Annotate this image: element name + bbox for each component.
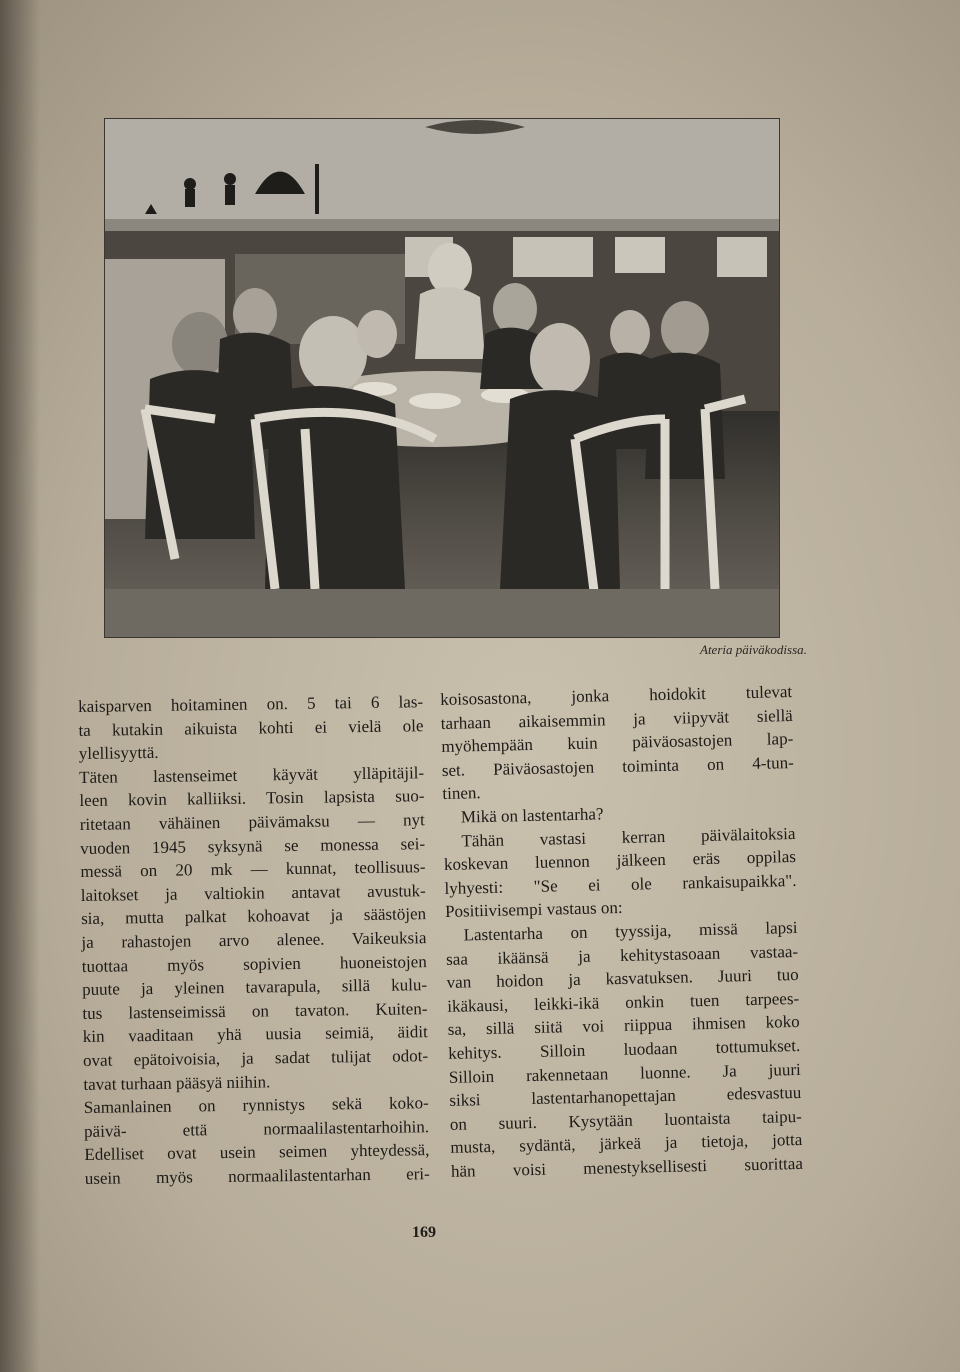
- text-line: päivä- että normaalilastentarhoihin.: [83, 1116, 430, 1141]
- text-line: puute ja yleinen tavarapula, sillä kulu-: [81, 975, 428, 1000]
- text-line: tus lastenseimissä on tavaton. Kuiten-: [82, 998, 428, 1023]
- left-column-text: [78, 690, 430, 1190]
- photo-caption: Ateria päiväkodissa.: [700, 642, 807, 657]
- binding-shadow: [0, 0, 40, 1372]
- text-line: usein myös normaalilastentarhan eri-: [84, 1164, 430, 1188]
- text-line: tarhaan aikaisemmin ja viipyvät siellä: [440, 705, 793, 733]
- text-line: myöhempään kuin päiväosastojen lap-: [441, 729, 794, 757]
- text-line: ta kutakin aikuista kohti ei vielä ole: [78, 715, 424, 740]
- page-number: 169: [412, 1224, 436, 1241]
- text-line: saa ikäänsä ja kehitystasoaan vastaa-: [445, 941, 799, 969]
- text-line: vuoden 1945 syksynä se monessa sei-: [80, 833, 426, 858]
- text-line: laitokset ja valtiokin antavat avustuk-: [80, 880, 426, 905]
- text-line: ritetaan vähäinen päivämaksu — nyt: [79, 810, 425, 834]
- text-line: leen kovin kalliiksi. Tosin lapsista suo-: [79, 786, 425, 811]
- text-line: tinen.: [442, 783, 481, 804]
- text-line: ovat epätoivoisia, ja sadat tulijat odot-: [82, 1046, 429, 1070]
- text-line: messä on 20 mk — kunnat, teollisuus-: [80, 857, 426, 882]
- text-line: ikäkausi, leikki-ikä onkin tuen tarpees-: [447, 988, 800, 1016]
- text-line: koisosastona, jonka hoidokit tulevat: [440, 682, 793, 709]
- text-line: Edelliset ovat usein seimen yhteydessä,: [84, 1140, 430, 1165]
- text-line: ylellisyyttä.: [78, 743, 159, 764]
- text-line: kaisparven hoitaminen on. 5 tai 6 las-: [78, 692, 424, 716]
- text-line: sa, sillä siitä voi riippua ihmisen koko: [447, 1012, 800, 1040]
- text-line: Lastentarha on tyyssija, missä lapsi: [463, 917, 798, 945]
- text-line: musta, sydäntä, järkeä ja tietoja, jotta: [450, 1130, 803, 1158]
- text-line: tuottaa myös sopivien huoneistojen: [81, 951, 427, 976]
- text-line: ja rahastojen arvo alenee. Vaikeuksia: [81, 928, 427, 952]
- text-line: Silloin rakennetaan luonne. Ja juuri: [448, 1059, 801, 1087]
- text-line: on suuri. Kysytään luontaista taipu-: [449, 1106, 803, 1134]
- text-line: tavat turhaan pääsyä niihin.: [83, 1071, 271, 1094]
- text-line: kehitys. Silloin luodaan tottumukset.: [448, 1035, 801, 1063]
- text-line: Tähän vastasi kerran päivälaitoksia: [461, 823, 796, 851]
- text-line: lyhyesti: "Se ei ole rankaisupaikka".: [444, 870, 797, 898]
- text-line: set. Päiväosastojen toiminta on 4-tun-: [441, 752, 794, 780]
- right-column-text: [440, 680, 803, 1183]
- text-line: koskevan luennon jälkeen eräs oppilas: [443, 847, 797, 875]
- photo-children-meal: [104, 118, 780, 638]
- photo-illustration: [105, 119, 779, 637]
- text-line: Positiivisempi vastaus on:: [444, 898, 623, 922]
- text-line: sia, mutta palkat kohoavat ja säästöjen: [80, 904, 427, 929]
- text-line: van hoidon ja kasvatuksen. Juuri tuo: [446, 965, 799, 993]
- text-line: hän voisi menestyksellisesti suorittaa: [450, 1153, 804, 1181]
- text-line: Mikä on lastentarha?: [460, 804, 604, 827]
- text-line: Samanlainen on rynnistys sekä koko-: [83, 1093, 429, 1118]
- text-line: Täten lastenseimet käyvät ylläpitäjil-: [79, 762, 425, 787]
- text-line: siksi lastentarhanopettajan edesvastuu: [449, 1083, 802, 1110]
- text-line: kin vaaditaan yhä uusia seimiä, äidit: [82, 1022, 428, 1047]
